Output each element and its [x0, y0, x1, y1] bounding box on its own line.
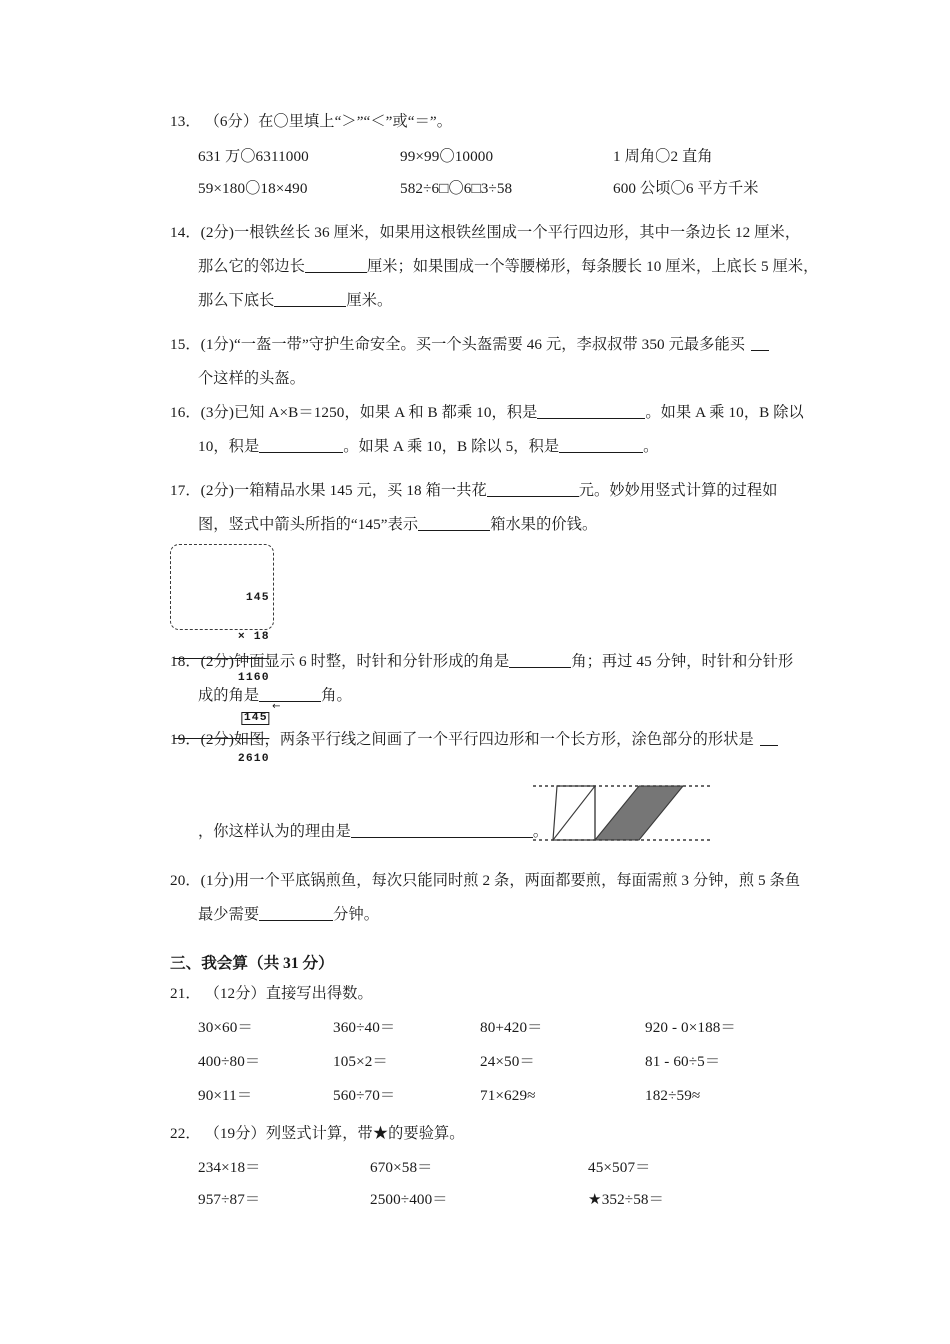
q18-answer-blank-2[interactable]	[259, 701, 321, 702]
q20-line2a-text: 最少需要	[198, 906, 260, 923]
q14-line3a-text: 那么下底长	[198, 292, 275, 309]
q14-line1-text: 14．(2分)一根铁丝长 36 厘米，如果用这根铁丝围成一个平行四边形，其中一条边长 12 厘米，	[170, 224, 801, 241]
q17-line2b-text: 箱水果的价钱。	[490, 516, 598, 533]
q19-line2a-text: ，你这样认为的理由是	[198, 823, 351, 840]
q20-line2b-text: 分钟。	[333, 906, 380, 923]
q21-row1-col1	[198, 1020, 253, 1035]
q21-row2-col4	[645, 1054, 720, 1069]
question-14-line2	[198, 259, 818, 274]
q16-answer-blank-2[interactable]	[259, 452, 343, 453]
q21-row3-col2	[333, 1088, 395, 1103]
vcalc-product: 2610	[237, 752, 270, 765]
q16-line2a-text: 10，积是	[198, 438, 260, 455]
q13-r1c2-text: 99×99〇10000	[400, 148, 494, 165]
q18-answer-blank-1[interactable]	[509, 667, 571, 668]
q15-answer-blank[interactable]	[751, 350, 769, 351]
q21-r3c1-text: 90×11＝	[198, 1087, 253, 1104]
q13-stem-text: 13． （6分）在〇里填上“＞”“＜”或“＝”。	[170, 113, 453, 130]
question-20-line1	[170, 873, 800, 888]
q21-r3c4-text: 182÷59≈	[645, 1087, 701, 1104]
q19-line1-text: 19．(2分)如图，两条平行线之间画了一个平行四边形和一个长方形，涂色部分的形状是	[170, 731, 754, 748]
q13-row1-col3	[613, 149, 713, 164]
q13-row2-col2	[400, 181, 512, 196]
q16-line2c-text: 。	[643, 438, 659, 455]
question-22-stem	[170, 1126, 465, 1141]
q21-row2-col1	[198, 1054, 260, 1069]
parallel-lines-figure	[533, 778, 711, 850]
left-arrow-icon: ←	[272, 700, 282, 712]
vcalc-multiplicand: 145	[245, 591, 270, 604]
q21-r1c3-text: 80+420＝	[480, 1019, 543, 1036]
q19-answer-blank-2[interactable]	[351, 837, 533, 838]
question-19-line2	[198, 824, 548, 839]
q13-row2-col3	[613, 181, 759, 196]
q17-answer-blank-2[interactable]	[418, 530, 490, 531]
question-18-line2	[198, 688, 352, 703]
q13-r2c2-text: 582÷6□〇6□3÷58	[400, 180, 513, 197]
q18-line2a-text: 成的角是	[198, 687, 260, 704]
question-16-line2	[198, 439, 658, 454]
q14-line2b-text: 厘米；如果围成一个等腰梯形，每条腰长 10 厘米，上底长 5 厘米，	[367, 258, 819, 275]
q16-line1b-text: 。如果 A 乘 10，B 除以	[645, 404, 804, 421]
q21-r2c1-text: 400÷80＝	[198, 1053, 261, 1070]
question-17-line2	[198, 517, 597, 532]
section-3-heading	[170, 951, 334, 973]
q15-line2-text: 个这样的头盔。	[198, 370, 306, 387]
q13-row2-col1	[198, 181, 308, 196]
q20-answer-blank[interactable]	[259, 920, 333, 921]
q14-line2a-text: 那么它的邻边长	[198, 258, 306, 275]
q14-answer-blank-2[interactable]	[274, 306, 346, 307]
q13-r2c3-text: 600 公顷〇6 平方千米	[613, 180, 759, 197]
q21-r1c4-text: 920 - 0×188＝	[645, 1019, 736, 1036]
q22-r2c3-text: ★352÷58＝	[588, 1191, 664, 1208]
question-20-line2	[198, 907, 379, 922]
q21-row3-col1	[198, 1088, 252, 1103]
q22-r2c2-text: 2500÷400＝	[370, 1191, 448, 1208]
q21-r2c3-text: 24×50＝	[480, 1053, 535, 1070]
question-17-line1	[170, 483, 778, 498]
q22-row2-col1	[198, 1192, 260, 1207]
q22-r1c2-text: 670×58＝	[370, 1159, 433, 1176]
q19-answer-blank-1[interactable]	[760, 745, 778, 746]
q16-line2b-text: 。如果 A 乘 10，B 除以 5，积是	[343, 438, 560, 455]
question-14-line1	[170, 225, 800, 240]
q21-row1-col2	[333, 1020, 395, 1035]
question-14-line3	[198, 293, 392, 308]
q21-r2c4-text: 81 - 60÷5＝	[645, 1053, 721, 1070]
q13-row1-col2	[400, 149, 493, 164]
q18-line1a-text: 18．(2分)钟面显示 6 时整，时针和分针形成的角是	[170, 653, 510, 670]
q21-row1-col4	[645, 1020, 736, 1035]
q21-r3c2-text: 560÷70＝	[333, 1087, 396, 1104]
vcalc-partial-2: 145	[243, 711, 268, 724]
q21-r1c1-text: 30×60＝	[198, 1019, 253, 1036]
vcalc-multiplier-row	[174, 618, 270, 644]
question-19-line1	[170, 732, 778, 747]
q22-r1c3-text: 45×507＝	[588, 1159, 651, 1176]
q22-stem-text: 22． （19分）列竖式计算，带★的要验算。	[170, 1125, 465, 1142]
question-13-stem	[170, 114, 452, 129]
q21-row3-col4	[645, 1088, 700, 1103]
q16-answer-blank-3[interactable]	[559, 452, 643, 453]
q21-r2c2-text: 105×2＝	[333, 1053, 388, 1070]
vcalc-partial-1: 1160	[237, 672, 270, 685]
vcalc-multiplicand-row	[174, 578, 270, 604]
q17-line1b-text: 元。妙妙用竖式计算的过程如	[578, 482, 778, 499]
q13-r1c3-text: 1 周角〇2 直角	[613, 148, 713, 165]
q13-row1-col1	[198, 149, 309, 164]
shaded-region	[595, 786, 683, 840]
q21-r3c3-text: 71×629≈	[480, 1087, 536, 1104]
q22-row1-col1	[198, 1160, 260, 1175]
q18-line2b-text: 角。	[321, 687, 352, 704]
vcalc-multiplier: 18	[253, 631, 270, 644]
q20-line1-text: 20．(1分)用一个平底锅煎鱼，每次只能同时煎 2 条，两面都要煎，每面需煎 3 分钟，煎 5 条鱼	[170, 872, 801, 889]
q21-stem-text: 21． （12分）直接写出得数。	[170, 985, 373, 1002]
q13-r2c1-text: 59×180〇18×490	[198, 180, 308, 197]
q14-line3b-text: 厘米。	[346, 292, 393, 309]
q17-answer-blank-1[interactable]	[487, 496, 579, 497]
question-18-line1	[170, 654, 793, 669]
q18-line1b-text: 角；再过 45 分钟，时针和分针形	[571, 653, 794, 670]
question-15-line1	[170, 337, 769, 352]
question-16-line1	[170, 405, 804, 420]
q22-row2-col2	[370, 1192, 448, 1207]
q21-row2-col3	[480, 1054, 535, 1069]
q22-row1-col3	[588, 1160, 650, 1175]
q17-line1a-text: 17．(2分)一箱精品水果 145 元，买 18 箱一共花	[170, 482, 487, 499]
parallel-lines-svg	[533, 778, 711, 850]
q21-row2-col2	[333, 1054, 388, 1069]
q19-line2b-text: 。	[532, 823, 549, 840]
question-21-stem	[170, 986, 373, 1001]
q16-answer-blank-1[interactable]	[537, 418, 645, 419]
q21-row1-col3	[480, 1020, 542, 1035]
q15-line1-text: 15．(1分)“一盔一带”守护生命安全。买一个头盔需要 46 元，李叔叔带 350 元最多能买	[170, 336, 746, 353]
q13-r1c1-text: 631 万〇6311000	[198, 148, 309, 165]
q17-line2a-text: 图，竖式中箭头所指的“145”表示	[198, 516, 419, 533]
question-15-line2	[198, 371, 305, 386]
q22-row1-col2	[370, 1160, 432, 1175]
q21-r1c2-text: 360÷40＝	[333, 1019, 396, 1036]
q22-row2-col3	[588, 1192, 664, 1207]
q21-row3-col3	[480, 1088, 536, 1103]
section-3-title: 三、我会算（共 31 分）	[170, 955, 334, 972]
q22-r1c1-text: 234×18＝	[198, 1159, 261, 1176]
q14-answer-blank-1[interactable]	[305, 272, 367, 273]
multiply-icon: ×	[237, 631, 246, 644]
q22-r2c1-text: 957÷87＝	[198, 1191, 261, 1208]
q16-line1a-text: 16．(3分)已知 A×B＝1250，如果 A 和 B 都乘 10，积是	[170, 404, 538, 421]
